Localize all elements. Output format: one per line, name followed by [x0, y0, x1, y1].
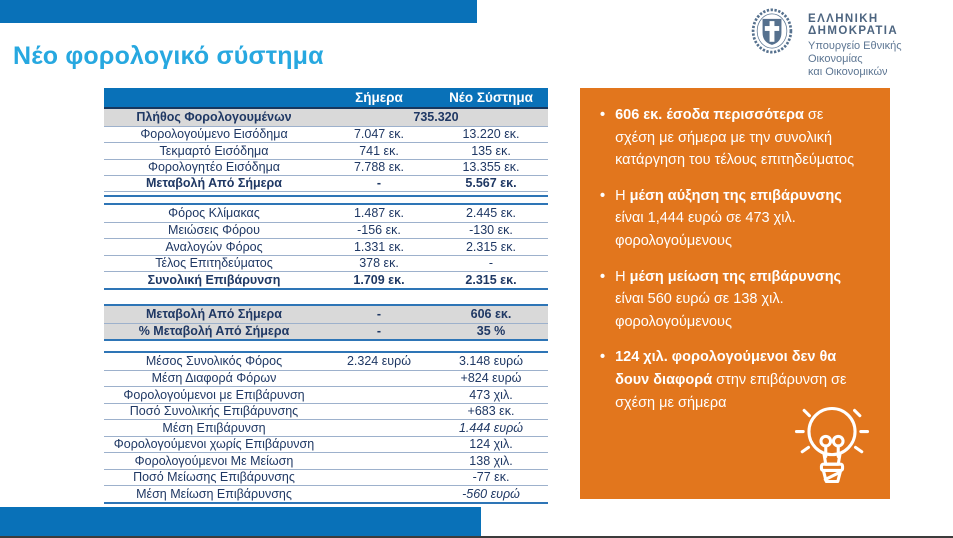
row-label: Ποσό Μείωσης Επιβάρυνσης [133, 470, 295, 485]
table-row [104, 436, 548, 453]
bullet-text-segment: είναι 560 ευρώ σε 138 χιλ. φορολογούμενους [615, 291, 784, 330]
table-row [104, 255, 548, 272]
ministry-identity [808, 7, 953, 79]
row-value-today: 2.324 ευρώ [346, 354, 412, 369]
row-value-new-system: 135 εκ. [471, 143, 511, 158]
summary-bullets [600, 104, 876, 414]
tax-table-section-income [104, 88, 548, 197]
top-accent-bar [0, 0, 477, 23]
row-label: Ποσό Συνολικής Επιβάρυνσης [129, 404, 299, 419]
row-value-today: -156 εκ. [357, 223, 401, 238]
bullet-marker: • [600, 268, 606, 285]
ministry-name: ΕΛΛΗΝΙΚΗ ΔΗΜΟΚΡΑΤΙΑ [808, 13, 899, 37]
row-value-span: 735.320 [413, 110, 459, 125]
row-value-today: 7.788 εκ. [353, 160, 405, 175]
bullet-text-bold-segment: μέση μείωση της επιβάρυνσης [629, 268, 842, 285]
table-row [104, 323, 548, 340]
table-row [104, 109, 548, 126]
bullet-item [600, 266, 876, 334]
hellenic-republic-logo [745, 7, 953, 79]
table-row [104, 353, 548, 370]
table-row [104, 142, 548, 159]
row-value-today: 1.331 εκ. [353, 239, 405, 254]
row-label: % Μεταβολή Από Σήμερα [138, 324, 290, 339]
row-value-new-system: 5.567 εκ. [465, 176, 517, 191]
column-header-today: Σήμερα [355, 90, 403, 105]
table-row [104, 386, 548, 403]
row-value-new-system: 138 χιλ. [469, 453, 513, 468]
row-label: Φορολογούμενοι με Επιβάρυνση [123, 387, 305, 402]
row-label: Μέση Μείωση Επιβάρυνσης [136, 486, 292, 501]
row-label: Μέση Επιβάρυνση [162, 420, 266, 435]
row-label: Συνολική Επιβάρυνση [147, 272, 281, 287]
row-value-new-system: 13.220 εκ. [462, 127, 520, 142]
table-row [104, 271, 548, 288]
table-header-row [104, 88, 548, 109]
bullet-text-segment: στην επιβάρυνση σε σχέση με σήμερα [615, 372, 847, 411]
row-label: Πλήθος Φορολογουμένων [136, 110, 292, 125]
row-value-new-system: - [488, 256, 494, 271]
row-value-today: - [376, 324, 382, 339]
table-row [104, 370, 548, 387]
table-row [104, 469, 548, 486]
row-value-new-system: 2.445 εκ. [465, 206, 517, 221]
table-row [104, 159, 548, 176]
row-value-today: 7.047 εκ. [353, 127, 405, 142]
row-value-today: - [376, 176, 382, 191]
row-value-new-system: 35 % [476, 324, 506, 339]
bullet-item [600, 185, 876, 253]
row-value-today: 1.709 εκ. [353, 272, 405, 287]
row-label: Φορολογούμενο Εισόδημα [140, 127, 288, 142]
row-value-today: - [376, 307, 382, 322]
row-value-today: 1.487 εκ. [353, 206, 405, 221]
row-label: Φόρος Κλίμακας [168, 206, 260, 221]
row-value-today: 378 εκ. [359, 256, 399, 271]
ministry-department-line2: και Οικονομικών [808, 65, 888, 78]
row-value-new-system: -77 εκ. [472, 470, 510, 485]
table-row [104, 306, 548, 323]
bullet-text-bold-segment: 124 χιλ. φορολογούμενοι δεν θα δουν διαφορά [615, 349, 837, 389]
bullet-item [600, 104, 876, 172]
row-value-new-system: 606 εκ. [470, 307, 512, 322]
bullet-text-segment: είναι 1,444 ευρώ σε 473 χιλ. φορολογούμενους [615, 210, 796, 250]
row-value-new-system: +683 εκ. [467, 404, 515, 419]
column-header-new-system: Νέο Σύστημα [449, 90, 533, 105]
row-value-new-system: 2.315 εκ. [465, 272, 517, 287]
bullet-text [615, 104, 857, 172]
tax-table-section-averages [104, 351, 548, 504]
row-value-new-system: 473 χιλ. [469, 387, 513, 402]
bullet-text-segment: Η [615, 187, 630, 204]
bullet-text-bold-segment: μέση αύξηση της επιβάρυνσης [629, 187, 842, 204]
table-row [104, 175, 548, 192]
row-label: Μέσος Συνολικός Φόρος [145, 354, 283, 369]
page-title: Νέο φορολογικό σύστημα [13, 42, 324, 70]
table-row [104, 403, 548, 420]
lightbulb-icon [784, 397, 880, 493]
bottom-accent-bar [0, 507, 481, 538]
row-value-new-system: 13.355 εκ. [462, 160, 520, 175]
row-value-new-system: 1.444 ευρώ [458, 420, 523, 435]
bullet-marker: • [600, 349, 606, 366]
tax-table-section-burden [104, 203, 548, 290]
row-value-new-system: 3.148 ευρώ [458, 354, 524, 369]
row-label: Τέλος Επιτηδεύματος [155, 256, 273, 271]
bullet-text-segment: σε σχέση με σήμερα με την συνολική κατάργηση του τέλους επιτηδεύματος [615, 107, 855, 169]
table-row [104, 222, 548, 239]
ministry-department-line1: Υπουργείο Εθνικής Οικονομίας [808, 40, 902, 65]
table-row [104, 419, 548, 436]
row-value-new-system: -560 ευρώ [462, 486, 520, 501]
row-value-new-system: +824 ευρώ [460, 371, 522, 386]
table-row [104, 485, 548, 502]
table-row [104, 238, 548, 255]
row-value-today: 741 εκ. [359, 143, 399, 158]
row-value-new-system: 124 χιλ. [469, 437, 513, 452]
row-label: Φορολογούμενοι Με Μείωση [134, 453, 294, 468]
table-row [104, 452, 548, 469]
row-label: Φορολογούμενοι χωρίς Επιβάρυνση [113, 437, 315, 452]
row-label: Μεταβολή Από Σήμερα [146, 176, 282, 191]
row-value-new-system: -130 εκ. [469, 223, 513, 238]
row-label: Φορολογητέο Εισόδημα [147, 160, 281, 175]
row-label: Μέση Διαφορά Φόρων [151, 371, 277, 386]
table-row [104, 205, 548, 222]
bullet-text [615, 185, 857, 253]
bullet-marker: • [600, 187, 606, 204]
row-label: Μεταβολή Από Σήμερα [146, 307, 282, 322]
row-value-new-system: 2.315 εκ. [465, 239, 517, 254]
summary-panel [580, 88, 890, 499]
row-label: Τεκμαρτό Εισόδημα [159, 143, 269, 158]
bullet-text-segment: Η [615, 268, 630, 285]
bullet-marker: • [600, 107, 606, 123]
table-row [104, 126, 548, 143]
row-label: Μειώσεις Φόρου [168, 223, 260, 238]
bullet-text [615, 266, 857, 334]
tax-table-section-change [104, 304, 548, 341]
coat-of-arms-icon [745, 7, 799, 60]
row-label: Αναλογών Φόρος [165, 239, 263, 254]
bullet-text-bold-segment: 606 εκ. έσοδα περισσότερα [615, 107, 804, 123]
